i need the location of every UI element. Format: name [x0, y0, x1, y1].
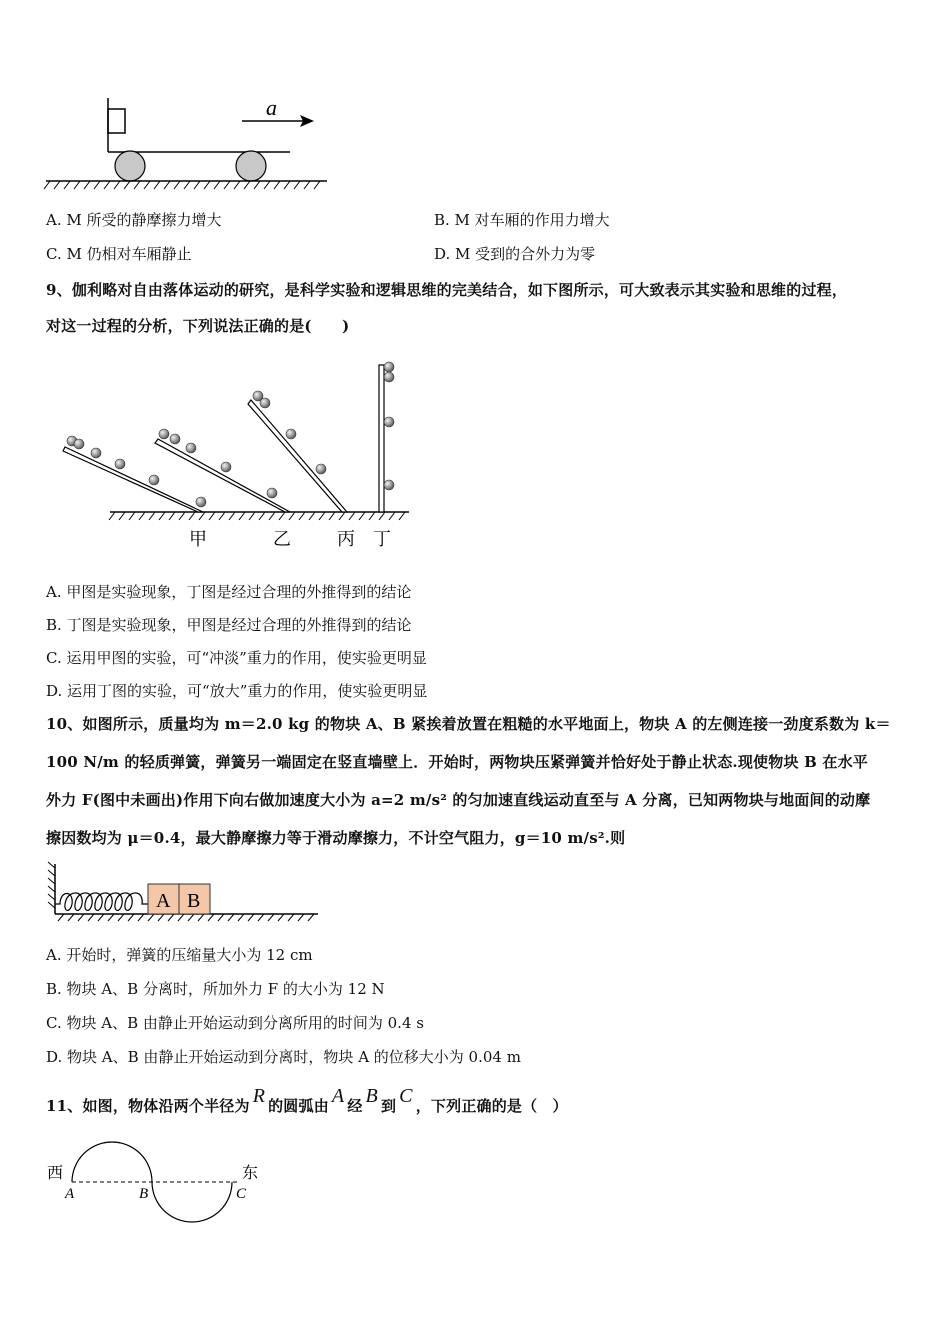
- q10-option-a[interactable]: A. 开始时，弹簧的压缩量大小为 12 cm: [46, 946, 313, 964]
- q11-stem-part2: 的圆弧由: [268, 1097, 329, 1115]
- wheel-left: [115, 151, 145, 181]
- q11-stem-part1: 11、如图，物体沿两个半径为: [46, 1097, 250, 1115]
- q9-option-a[interactable]: A. 甲图是实验现象，丁图是经过合理的外推得到的结论: [46, 583, 412, 601]
- q9-option-c[interactable]: C. 运用甲图的实验，可“冲淡”重力的作用，使实验更明显: [46, 649, 427, 667]
- incline-ding: [379, 365, 384, 512]
- block-a-label: A: [156, 890, 171, 912]
- q11-stem-part4: 到: [380, 1097, 397, 1115]
- q10-stem-line3: 外力 F(图中未画出)作用下向右做加速度大小为 a=2 m/s² 的匀加速直线运动直至与 A 分离，已知两物块与地面间的动摩: [46, 791, 871, 809]
- q8-option-b[interactable]: B. M 对车厢的作用力增大: [434, 211, 610, 229]
- q11-stem-part5: ，下列正确的是（ ）: [415, 1097, 568, 1115]
- point-b: B: [139, 1186, 149, 1202]
- q11-sym-r: R: [252, 1085, 266, 1107]
- wheel-right: [236, 151, 266, 181]
- acceleration-label: a: [266, 95, 277, 120]
- block-b-label: B: [187, 890, 201, 912]
- label-east: 东: [242, 1163, 259, 1182]
- label-yi: 乙: [273, 529, 291, 550]
- q9-option-b[interactable]: B. 丁图是实验现象，甲图是经过合理的外推得到的结论: [46, 616, 412, 634]
- q9-option-d[interactable]: D. 运用丁图的实验，可“放大”重力的作用，使实验更明显: [46, 682, 428, 700]
- q11-sym-c: C: [399, 1085, 413, 1107]
- q8-option-d[interactable]: D. M 受到的合外力为零: [434, 245, 596, 263]
- incline-bing: [248, 400, 347, 512]
- arcs-figure: [44, 1130, 274, 1230]
- q10-option-c[interactable]: C. 物块 A、B 由静止开始运动到分离所用的时间为 0.4 s: [46, 1014, 424, 1032]
- point-a: A: [65, 1186, 75, 1202]
- spring-blocks-figure: [44, 860, 324, 930]
- q11-stem-part3: 经: [347, 1097, 363, 1115]
- q10-option-b[interactable]: B. 物块 A、B 分离时，所加外力 F 的大小为 12 N: [46, 980, 385, 998]
- q10-stem-line2: 100 N/m 的轻质弹簧，弹簧另一端固定在竖直墙壁上．开始时，两物块压紧弹簧并恰好处于静止状态.现使物块 B 在水平: [46, 753, 868, 771]
- q10-stem-line1: 10、如图所示，质量均为 m＝2.0 kg 的物块 A、B 紧挨着放置在粗糙的水平地面上，物块 A 的左侧连接一劲度系数为 k＝: [46, 715, 891, 733]
- q11-stem: [46, 1085, 568, 1119]
- q11-sym-a: A: [331, 1085, 345, 1107]
- arc-lower: [152, 1182, 232, 1222]
- point-c: C: [236, 1186, 247, 1202]
- q9-stem-line1: 9、伽利略对自由落体运动的研究，是科学实验和逻辑思维的完美结合，如下图所示，可大致表示其实验和思维的过程，: [46, 281, 848, 299]
- block-m: [108, 109, 125, 133]
- label-bing: 丙: [337, 529, 355, 550]
- label-jia: 甲: [189, 529, 207, 550]
- q11-sym-b: B: [365, 1085, 378, 1107]
- galileo-inclines-figure: [55, 355, 415, 555]
- spring: [55, 893, 148, 910]
- q9-stem-line2: 对这一过程的分析，下列说法正确的是( ): [46, 317, 350, 335]
- q8-option-c[interactable]: C. M 仍相对车厢静止: [46, 245, 192, 263]
- label-west: 西: [47, 1163, 64, 1182]
- label-ding: 丁: [373, 529, 391, 550]
- q10-option-d[interactable]: D. 物块 A、B 由静止开始运动到分离时，物块 A 的位移大小为 0.04 m: [46, 1048, 521, 1066]
- arc-upper: [72, 1142, 152, 1182]
- q10-stem-line4: 擦因数均为 μ＝0.4，最大静摩擦力等于滑动摩擦力，不计空气阻力，g＝10 m/s².则: [46, 829, 626, 847]
- cart-figure: [40, 92, 340, 197]
- q8-option-a[interactable]: A. M 所受的静摩擦力增大: [46, 211, 222, 229]
